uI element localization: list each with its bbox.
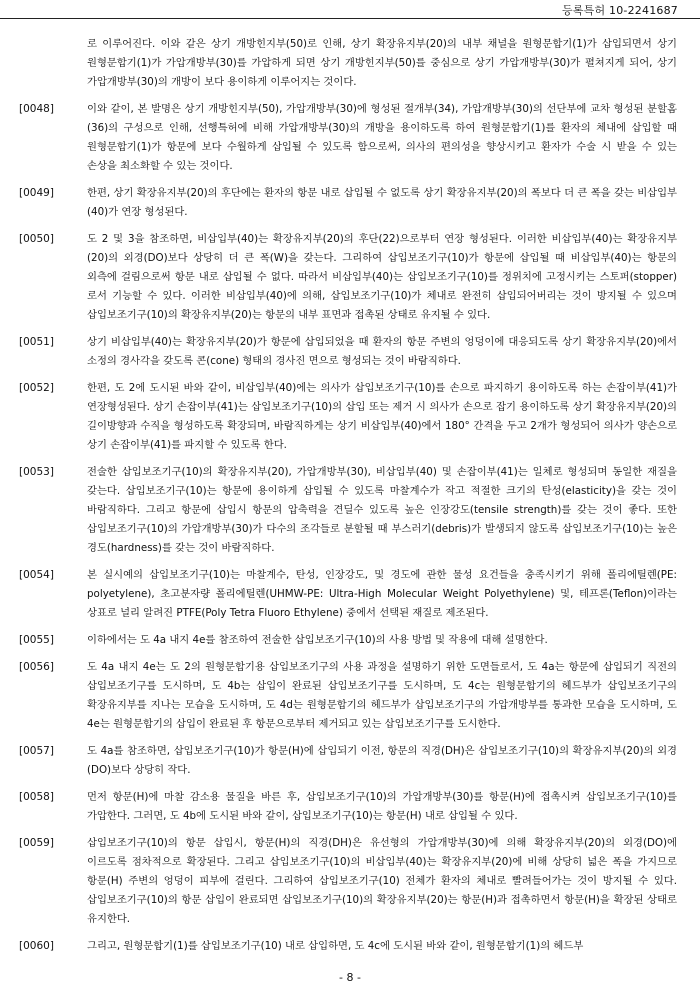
paragraph-number: [0058] xyxy=(19,791,54,803)
paragraph-number: [0049] xyxy=(19,187,54,199)
page-header xyxy=(0,0,700,19)
paragraph-text: 전술한 삽입보조기구(10)의 확장유지부(20), 가압개방부(30), 비삽입부(40) 및 손잡이부(41)는 일체로 형성되며 동일한 재질을 갖는다. 삽입보조기구(10)는 항문에 용이하게 삽입될 수 있도록 마찰계수가 작고 적절한 크기의 탄성(elasticity)을 갖는 것이 바람직하다. 그리고 항문에 삽입시 항문의 압축력을 견딜수 있도록 높은 인장강도(tensile strength)를 갖는 것이 좋다. 또한 삽입보조기구(10)의 가압개방부(30)가 다수의 조각들로 분할될 때 부스러기(debris)가 발생되지 않도록 삽입보조기구(10)는 높은 경도(hardness)를 갖는 것이 바람직하다. xyxy=(87,466,677,554)
page-number: - 8 - xyxy=(339,971,361,984)
paragraph xyxy=(0,788,700,826)
paragraph-text: 삽입보조기구(10)의 항문 삽입시, 항문(H)의 직경(DH)은 유선형의 가압개방부(30)에 의해 확장유지부(20)의 외경(DO)에 이르도록 점차적으로 확장된다. 그리고 삽입보조기구(10)의 비삽입부(40)는 확장유지부(20)에 비해 상당히 넓은 폭을 가지므로 항문(H) 주변의 엉덩이 피부에 걸린다. 그리하여 삽입보조기구(10) 전체가 환자의 체내로 빨려들어가는 것이 방지될 수 있다. 삽입보조기구(10)의 항문 삽입이 완료되면 삽입보조기구(10)의 확장유지부(20)는 항문(H)과 접촉하면서 항문(H)을 확장된 상태로 유지한다. xyxy=(87,837,677,925)
paragraph-number: [0048] xyxy=(19,103,54,115)
paragraph-text: 이와 같이, 본 발명은 상기 개방힌지부(50), 가압개방부(30)에 형성된 절개부(34), 가압개방부(30)의 선단부에 교차 형성된 분할홈(36)의 구성으로 인해, 선행특허에 비해 가압개방부(30)의 개방을 용이하도록 하여 원형문합기(1)를 환자의 체내에 삽입할 때 원형문합기(1)가 항문에 보다 수월하게 삽입될 수 있도록 함으로써, 의사의 편의성을 향상시키고 환자가 수술 시 받을 수 있는 손상을 최소화할 수 있는 것이다. xyxy=(87,103,677,172)
patent-number: 등록특허 10-2241687 xyxy=(562,4,678,17)
paragraph-number: [0056] xyxy=(19,661,54,673)
paragraph-text: 도 4a 내지 4e는 도 2의 원형문합기용 삽입보조기구의 사용 과정을 설명하기 위한 도면들로서, 도 4a는 항문에 삽입되기 직전의 삽입보조기구를 도시하며, 도 4b는 삽입이 완료된 삽입보조기구를 도시하며, 도 4c는 원형문합기의 헤드부가 삽입보조기구의 확장유지부를 지나는 모습을 도시하며, 도 4d는 원형문합기의 헤드부가 삽입보조기구의 가압개방부를 통과한 모습을 도시하며, 도 4e는 원형문합기의 삽입이 완료된 후 항문으로부터 제거되고 있는 삽입보조기구를 도시한다. xyxy=(87,661,677,730)
paragraph-text: 그리고, 원형문합기(1)를 삽입보조기구(10) 내로 삽입하면, 도 4c에 도시된 바와 같이, 원형문합기(1)의 헤드부 xyxy=(87,940,584,952)
paragraph-number: [0050] xyxy=(19,233,54,245)
document-body xyxy=(0,35,700,964)
paragraph-number: [0057] xyxy=(19,745,54,757)
paragraph xyxy=(0,333,700,371)
paragraph xyxy=(0,463,700,558)
paragraph-text: 한편, 도 2에 도시된 바와 같이, 비삽입부(40)에는 의사가 삽입보조기구(10)를 손으로 파지하기 용이하도록 하는 손잡이부(41)가 연장형성된다. 상기 손잡이부(41)는 삽입보조기구(10)의 삽입 또는 제거 시 의사가 손으로 잡기 용이하도록 상기 확장유지부(20)의 길이방향과 수직을 형성하도록 확장되며, 바람직하게는 상기 비삽입부(40)에서 180° 간격을 두고 2개가 형성되어 의사가 양손으로 상기 손잡이부(41)를 파지할 수 있도록 한다. xyxy=(87,382,677,451)
paragraph-text: 도 4a를 참조하면, 삽입보조기구(10)가 항문(H)에 삽입되기 이전, 항문의 직경(DH)은 삽입보조기구(10)의 확장유지부(20)의 외경(DO)보다 상당히 작다. xyxy=(87,745,677,776)
paragraph xyxy=(0,631,700,650)
paragraph-number: [0054] xyxy=(19,569,54,581)
paragraph-number: [0052] xyxy=(19,382,54,394)
paragraph-text: 상기 비삽입부(40)는 확장유지부(20)가 항문에 삽입되었을 때 환자의 항문 주변의 엉덩이에 대응되도록 상기 확장유지부(20)에서 소정의 경사각을 갖도록 콘(cone) 형태의 경사진 면으로 형성되는 것이 바람직하다. xyxy=(87,336,677,367)
paragraph xyxy=(0,100,700,176)
paragraph xyxy=(0,184,700,222)
paragraph-number: [0059] xyxy=(19,837,54,849)
paragraph xyxy=(0,658,700,734)
paragraph-text: 도 2 및 3을 참조하면, 비삽입부(40)는 확장유지부(20)의 후단(22)으로부터 연장 형성된다. 이러한 비삽입부(40)는 확장유지부(20)의 외경(DO)보다 상당히 더 큰 폭(W)을 갖는다. 그리하여 삽입보조기구(10)가 항문에 삽입될 때 비삽입부(40)는 항문의 외측에 걸림으로써 항문 내로 삽입될 수 없다. 따라서 비삽입부(40)는 삽입보조기구(10)를 정위치에 고정시키는 스토퍼(stopper)로서 기능할 수 있다. 이러한 비삽입부(40)에 의해, 삽입보조기구(10)가 체내로 완전히 삽입되어버리는 것이 방지될 수 있으며 삽입보조기구(10)의 확장유지부(20)는 항문의 내부 표면과 접촉된 상태로 유지될 수 있다. xyxy=(87,233,677,321)
paragraph-number: [0060] xyxy=(19,940,54,952)
paragraph-number: [0053] xyxy=(19,466,54,478)
paragraph-text: 이하에서는 도 4a 내지 4e를 참조하여 전술한 삽입보조기구(10)의 사용 방법 및 작용에 대해 설명한다. xyxy=(87,634,548,646)
paragraph xyxy=(0,937,700,956)
paragraph xyxy=(0,379,700,455)
paragraph-text: 로 이루어진다. 이와 같은 상기 개방힌지부(50)로 인해, 상기 확장유지부(20)의 내부 채널을 원형문합기(1)가 삽입되면서 상기 원형문합기(1)가 가압개방부(30)를 가압하게 되면 상기 개방힌지부(50)를 중심으로 상기 가압개방부(30)가 펼쳐지게 되어, 상기 가압개방부(30)의 개방이 보다 용이하게 이루어지는 것이다. xyxy=(87,38,677,88)
paragraph-text: 먼저 항문(H)에 마찰 감소용 물질을 바른 후, 삽입보조기구(10)의 가압개방부(30)를 항문(H)에 접촉시켜 삽입보조기구(10)를 가압한다. 그러면, 도 4b에 도시된 바와 같이, 삽입보조기구(10)는 항문(H) 내로 삽입될 수 있다. xyxy=(87,791,677,822)
paragraph-text: 본 실시예의 삽입보조기구(10)는 마찰계수, 탄성, 인장강도, 및 경도에 관한 물성 요건들을 충족시키기 위해 폴리에틸렌(PE: polyetylene), 초고분자량 폴리에틸렌(UHMW-PE: Ultra-High Molecular Weight Polyethylene) 및, 테프론(Teflon)이라는 상표로 널리 알려진 PTFE(Poly Tetra Fluoro Ethylene) 중에서 선택된 재질로 제조된다. xyxy=(87,569,677,619)
paragraph-number: [0055] xyxy=(19,634,54,646)
paragraph xyxy=(0,566,700,623)
paragraph xyxy=(0,230,700,325)
paragraph xyxy=(0,834,700,929)
paragraph xyxy=(0,742,700,780)
paragraph xyxy=(0,35,700,92)
paragraph-text: 한편, 상기 확장유지부(20)의 후단에는 환자의 항문 내로 삽입될 수 없도록 상기 확장유지부(20)의 폭보다 더 큰 폭을 갖는 비삽입부(40)가 연장 형성된다. xyxy=(87,187,677,218)
paragraph-number: [0051] xyxy=(19,336,54,348)
